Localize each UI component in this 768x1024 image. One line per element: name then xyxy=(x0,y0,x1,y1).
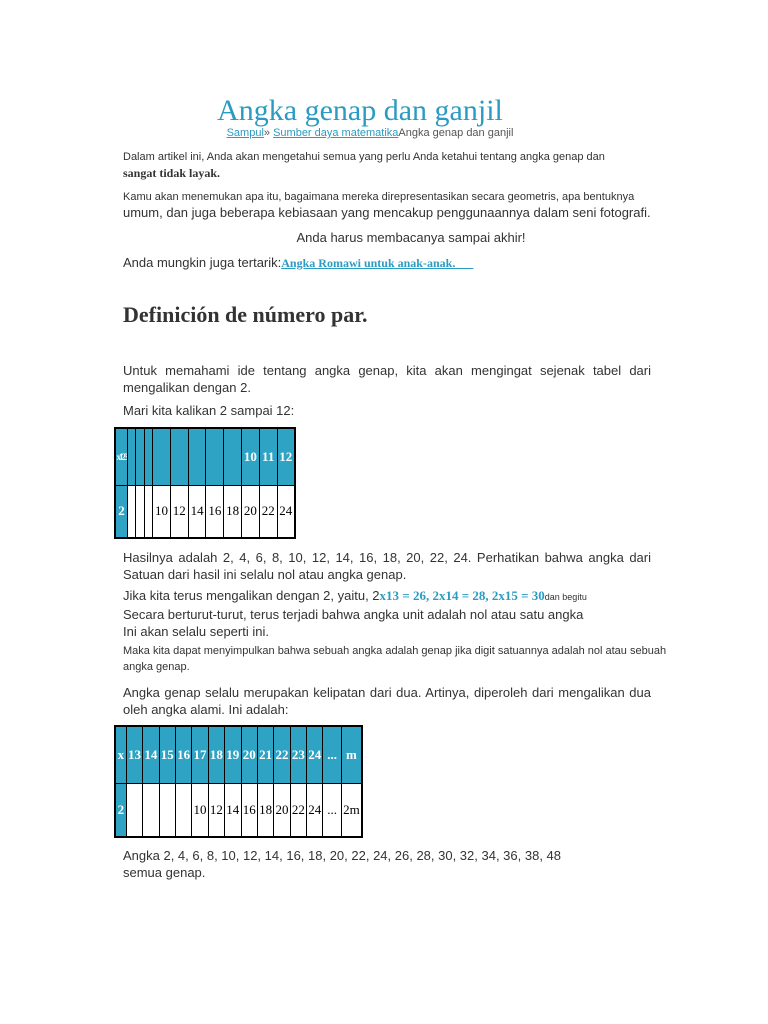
table-1-value-cell: 10 xyxy=(153,485,171,538)
table-2-value-row xyxy=(115,783,362,837)
table-1-header-cell xyxy=(136,428,144,485)
intro-small-text: Kamu akan menemukan apa itu, bagaimana mereka direpresentasikan secara geometris, apa bentuknya xyxy=(123,191,635,203)
table-1-header-row xyxy=(115,428,295,485)
table-1-value-cell xyxy=(136,485,144,538)
table-2-header-cell: 20 xyxy=(241,726,257,783)
table-1-header-cell xyxy=(144,428,152,485)
table-1-header-cell: 10 xyxy=(242,428,260,485)
breadcrumb-resources-link[interactable]: Sumber daya matematika xyxy=(273,127,399,139)
table-1-header-cell: 11 xyxy=(259,428,277,485)
breadcrumb-home-link[interactable]: Sampul xyxy=(226,127,264,139)
breadcrumb-current: Angka genap dan ganjil xyxy=(398,127,514,139)
page-title: Angka genap dan ganjil xyxy=(217,94,503,127)
table-2-header-cell: 14 xyxy=(143,726,159,783)
intro-paragraph-1 xyxy=(123,149,675,182)
table-1-value-cell: 22 xyxy=(259,485,277,538)
table-1-value-cell: 16 xyxy=(206,485,224,538)
breadcrumb-separator: » xyxy=(263,127,274,139)
section-paragraph-4 xyxy=(123,587,587,640)
section-paragraph-6: Angka genap selalu merupakan kelipatan dari dua. Artinya, diperoleh dari mengalikan dua oleh angka alami. Ini adalah: xyxy=(123,685,651,717)
section-heading: Definición de número par. xyxy=(123,302,368,327)
table-2-value-cell: 2m xyxy=(341,783,362,837)
breadcrumb xyxy=(0,127,740,139)
continue-text: Jika kita terus mengalikan dengan 2, yaitu, 2 xyxy=(123,588,380,603)
table-1-header-cell xyxy=(188,428,206,485)
table-2-value-cell: ... xyxy=(323,783,341,837)
intro-paragraph-2 xyxy=(123,189,675,222)
section-paragraph-3: Hasilnya adalah 2, 4, 6, 8, 10, 12, 14, 16, 18, 20, 22, 24. Perhatikan bahwa angka dari Satuan dari hasil ini selalu nol atau angka genap. xyxy=(123,550,651,582)
table-1-value-cell: 12 xyxy=(170,485,188,538)
table-2-value-cell xyxy=(143,783,159,837)
table-1-header-cell xyxy=(206,428,224,485)
section-paragraph-2: Mari kita kalikan 2 sampai 12: xyxy=(123,403,295,418)
table-1-header-cell: 12 xyxy=(277,428,295,485)
table-1-value-row xyxy=(115,485,295,538)
table-2-value-cell: 14 xyxy=(225,783,241,837)
table-2-value-cell: 24 xyxy=(307,783,323,837)
continue-equations: x13 = 26, 2x14 = 28, 2x15 = 30 xyxy=(379,588,545,603)
table-2-value-cell xyxy=(175,783,191,837)
table-1-header-cell xyxy=(170,428,188,485)
continue-line-2: Secara berturut-turut, terus terjadi bahwa angka unit adalah nol atau satu angka xyxy=(123,607,584,622)
table-1-header-cell xyxy=(128,428,136,485)
table-2-header-cell: x xyxy=(115,726,126,783)
section-paragraph-5: Maka kita dapat menyimpulkan bahwa sebuah angka adalah genap jika digit satuannya adalah nol atau sebuah angka genap. xyxy=(123,645,667,673)
table-2-header-cell: 18 xyxy=(208,726,224,783)
table-2-value-cell: 22 xyxy=(290,783,306,837)
table-2-header-cell: 24 xyxy=(307,726,323,783)
table-2-value-cell: 2 xyxy=(115,783,126,837)
table-2-value-cell: 16 xyxy=(241,783,257,837)
table-2-header-cell: 13 xyxy=(126,726,142,783)
table-2-value-cell xyxy=(159,783,175,837)
table-2-header-cell: 22 xyxy=(274,726,290,783)
table-2-header-cell: ... xyxy=(323,726,341,783)
intro-text: Dalam artikel ini, Anda akan mengetahui semua yang perlu Anda ketahui tentang angka genap dan xyxy=(123,151,605,163)
table-2-header-cell: 19 xyxy=(225,726,241,783)
roman-numerals-link[interactable]: Angka Romawi untuk anak-anak. xyxy=(281,256,456,270)
interest-text: Anda mungkin juga tertarik: xyxy=(123,255,282,270)
continue-small-text: dan begitu xyxy=(544,592,587,602)
table-2-header-cell: 16 xyxy=(175,726,191,783)
table-1-header-cell xyxy=(224,428,242,485)
table-2-header-cell: 23 xyxy=(290,726,306,783)
table-2-header-cell: 15 xyxy=(159,726,175,783)
intro-paragraph-4 xyxy=(123,255,473,271)
table-1-value-cell xyxy=(144,485,152,538)
intro-paragraph-3: Anda harus membacanya sampai akhir! xyxy=(296,230,526,245)
intro-bold-text: sangat tidak layak. xyxy=(123,166,221,180)
table-2-value-cell: 10 xyxy=(192,783,208,837)
table-1-value-cell: 24 xyxy=(277,485,295,538)
section-paragraph-1: Untuk memahami ide tentang angka genap, kita akan mengingat sejenak tabel dari mengalikan dengan 2. xyxy=(123,363,651,395)
intro-large-text: umum, dan juga beberapa kebiasaan yang mencakup penggunaannya dalam seni fotografi. xyxy=(123,205,651,220)
table-2-value-cell xyxy=(126,783,142,837)
table-2-value-cell: 12 xyxy=(208,783,224,837)
section-paragraph-7: Angka 2, 4, 6, 8, 10, 12, 14, 16, 18, 20, 22, 24, 26, 28, 30, 32, 34, 36, 38, 48 semua genap. xyxy=(123,848,562,880)
table-2-header-row xyxy=(115,726,362,783)
table-1-value-cell: 20 xyxy=(242,485,260,538)
table-1-header-cell: x123 xyxy=(115,428,128,485)
multiplication-table-2 xyxy=(114,725,363,838)
table-1-value-cell: 14 xyxy=(188,485,206,538)
multiplication-table-1 xyxy=(114,427,296,539)
table-1-value-cell: 18 xyxy=(224,485,242,538)
table-1-value-cell xyxy=(128,485,136,538)
table-2-header-cell: 17 xyxy=(192,726,208,783)
continue-line-3: Ini akan selalu seperti ini. xyxy=(123,624,269,639)
table-2-header-cell: m xyxy=(341,726,362,783)
table-2-header-cell: 21 xyxy=(257,726,273,783)
table-2-value-cell: 18 xyxy=(257,783,273,837)
table-1-header-cell xyxy=(153,428,171,485)
table-1-value-cell: 2 xyxy=(115,485,128,538)
table-2-value-cell: 20 xyxy=(274,783,290,837)
